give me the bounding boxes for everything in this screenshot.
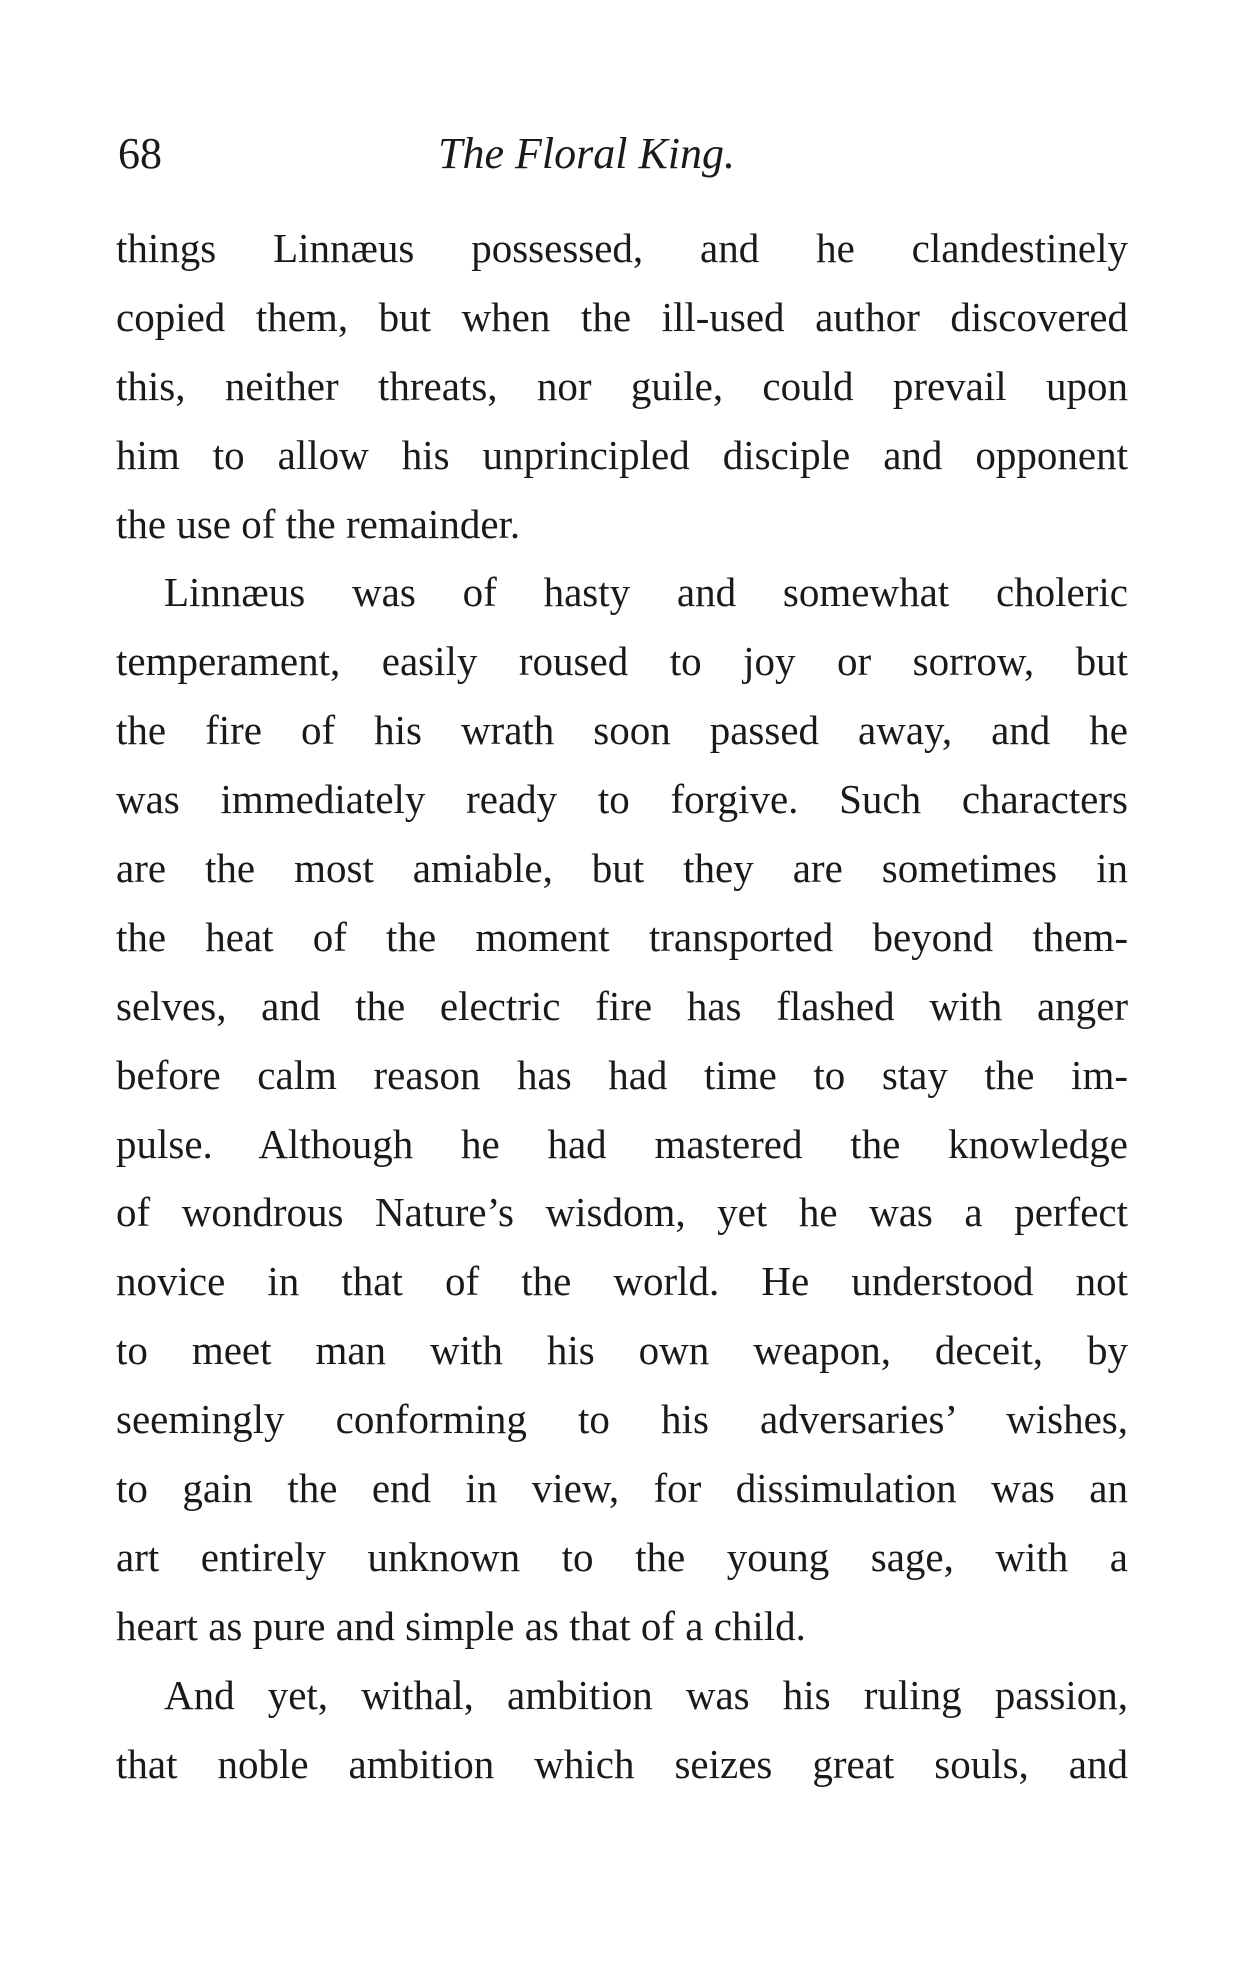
text-line: the fire of his wrath soon passed away, and he <box>116 707 1128 754</box>
text-line: before calm reason has had time to stay the im- <box>116 1051 1128 1098</box>
running-head <box>118 128 1128 188</box>
text-line: pulse. Although he had mastered the knowledge <box>116 1120 1128 1167</box>
text-line: him to allow his unprincipled disciple and opponent <box>116 431 1128 478</box>
text-line: are the most amiable, but they are sometimes in <box>116 845 1128 892</box>
text-line: temperament, easily roused to joy or sorrow, but <box>116 638 1128 685</box>
text-line: to gain the end in view, for dissimulation was an <box>116 1465 1128 1512</box>
body-text <box>116 214 1128 1798</box>
text-line: Linnæus was of hasty and somewhat choleric <box>164 569 1128 616</box>
text-line: the heat of the moment transported beyond them- <box>116 913 1128 960</box>
text-line: heart as pure and simple as that of a child. <box>116 1602 806 1649</box>
text-line: this, neither threats, nor guile, could prevail upon <box>116 362 1128 409</box>
text-line: copied them, but when the ill-used author discovered <box>116 293 1128 340</box>
text-line: And yet, withal, ambition was his ruling passion, <box>164 1671 1128 1718</box>
text-line: seemingly conforming to his adversaries’ wishes, <box>116 1396 1128 1443</box>
text-line: art entirely unknown to the young sage, with a <box>116 1533 1128 1580</box>
running-title: The Floral King. <box>438 129 736 178</box>
text-line: of wondrous Nature’s wisdom, yet he was a perfect <box>116 1189 1128 1236</box>
text-line: the use of the remainder. <box>116 500 521 547</box>
text-line: was immediately ready to forgive. Such characters <box>116 776 1128 823</box>
text-line: novice in that of the world. He understood not <box>116 1258 1128 1305</box>
text-line: things Linnæus possessed, and he clandestinely <box>116 225 1128 271</box>
page-number: 68 <box>118 129 162 178</box>
text-line: to meet man with his own weapon, deceit, by <box>116 1327 1128 1374</box>
text-line: that noble ambition which seizes great souls, and <box>116 1740 1128 1787</box>
text-line: selves, and the electric fire has flashed with anger <box>116 982 1128 1029</box>
